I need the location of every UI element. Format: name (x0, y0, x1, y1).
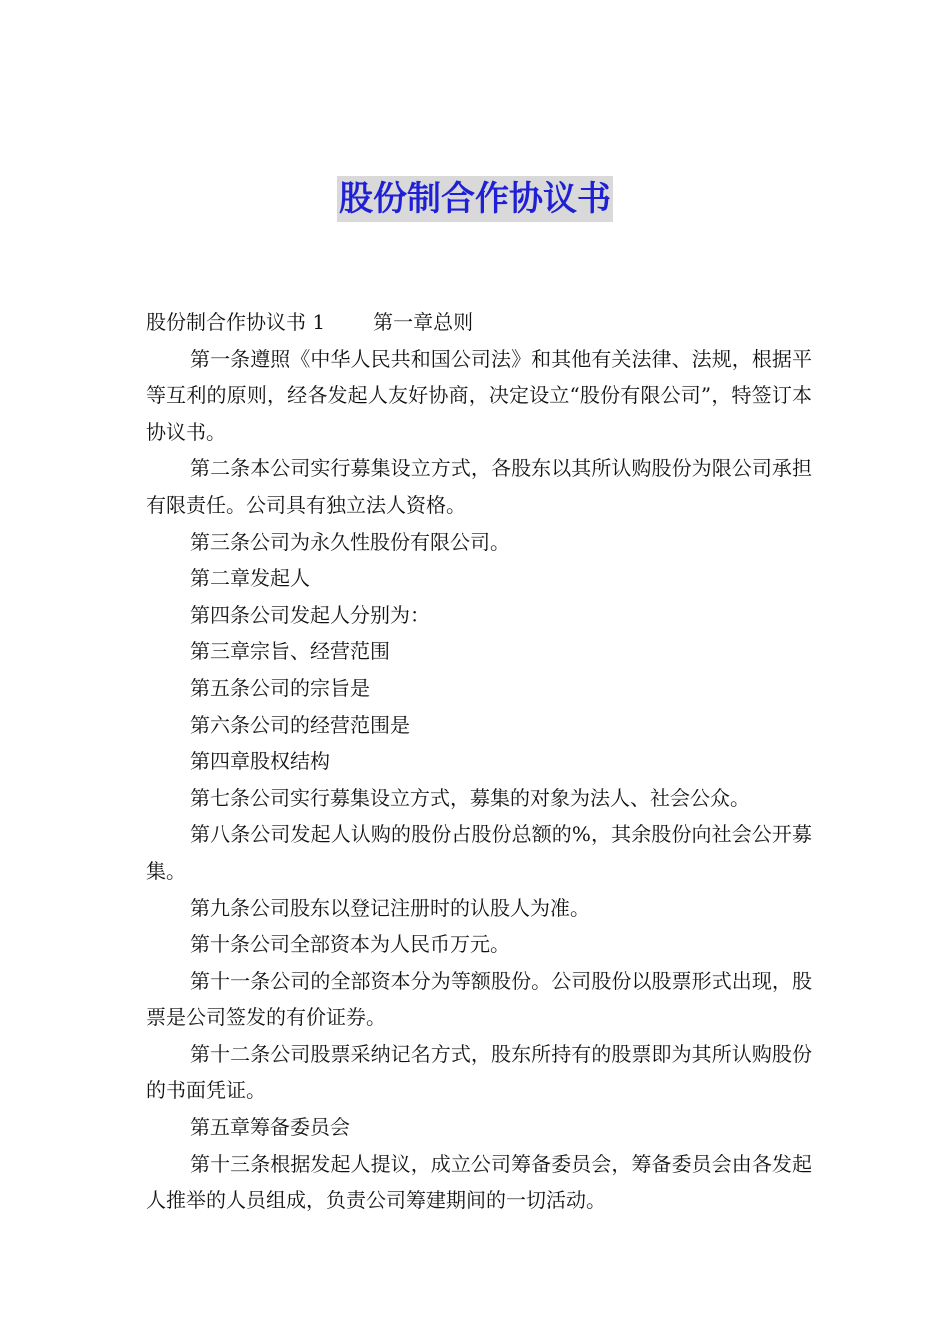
paragraph-article-7: 第七条公司实行募集设立方式，募集的对象为法人、社会公众。 (190, 785, 750, 810)
document-body (146, 304, 812, 1219)
title-container (0, 176, 950, 222)
chapter-4-heading: 第四章股权结构 (190, 749, 330, 774)
paragraph-article-9: 第九条公司股东以登记注册时的认股人为准。 (190, 895, 590, 920)
paragraph-article-6: 第六条公司的经营范围是 (190, 712, 410, 737)
paragraph-article-10: 第十条公司全部资本为人民币万元。 (190, 932, 510, 957)
paragraph-article-4: 第四条公司发起人分别为： (190, 602, 430, 627)
intro-line (146, 304, 812, 341)
paragraph-article-8: 第八条公司发起人认购的股份占股份总额的%，其余股份向社会公开募集。 (146, 822, 812, 883)
paragraph-article-11: 第十一条公司的全部资本分为等额股份。公司股份以股票形式出现，股票是公司签发的有价证券。 (146, 968, 812, 1030)
chapter-2-heading: 第二章发起人 (190, 566, 310, 591)
paragraph-article-1: 第一条遵照《中华人民共和国公司法》和其他有关法律、法规，根据平等互利的原则，经各发起人友好协商，决定设立“股份有限公司”，特签订本协议书。 (146, 346, 812, 444)
document-title: 股份制合作协议书 (337, 176, 613, 222)
intro-prefix: 股份制合作协议书 1 (146, 310, 326, 334)
paragraph-article-2: 第二条本公司实行募集设立方式，各股东以其所认购股份为限公司承担有限责任。公司具有独立法人资格。 (146, 456, 812, 517)
chapter-5-heading: 第五章筹备委员会 (190, 1115, 350, 1140)
paragraph-article-13: 第十三条根据发起人提议，成立公司筹备委员会，筹备委员会由各发起人推举的人员组成，负责公司筹建期间的一切活动。 (146, 1151, 812, 1213)
paragraph-article-5: 第五条公司的宗旨是 (190, 675, 370, 700)
paragraph-article-12: 第十二条公司股票采纳记名方式，股东所持有的股票即为其所认购股份的书面凭证。 (146, 1041, 812, 1103)
intro-chapter: 第一章总则 (373, 310, 474, 334)
paragraph-article-3: 第三条公司为永久性股份有限公司。 (190, 529, 510, 554)
chapter-3-heading: 第三章宗旨、经营范围 (190, 639, 390, 664)
